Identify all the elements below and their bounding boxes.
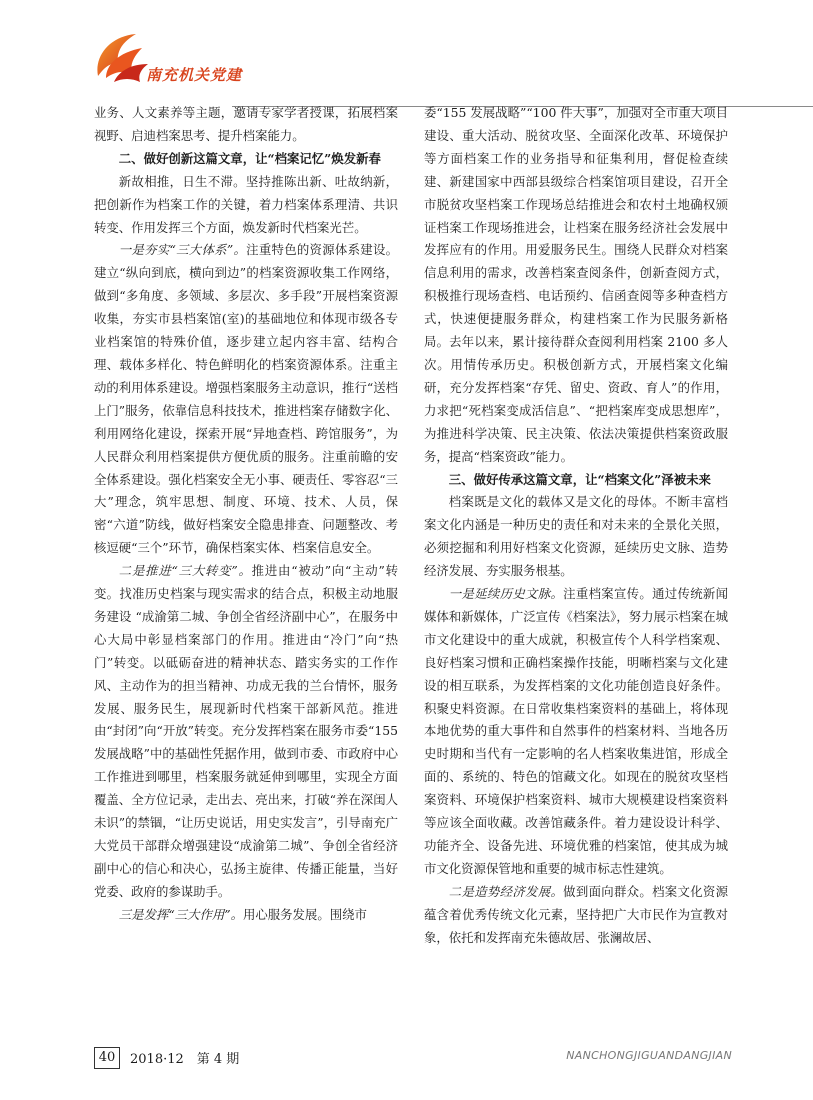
paragraph: 业务、人文素养等主题，邀请专家学者授课，拓展档案视野、启迪档案思考、提升档案能力。	[94, 105, 398, 143]
paragraph-body: 推进由“被动”向“主动”转变。找准历史档案与现实需求的结合点，积极主动地服务建设 “成渝第二城、争创全省经济副中心”，在服务中心大局中彰显档案部门的作用。推进由“冷门”向“热门”转变。以砥砺奋进的精神状态、踏实务实的工作作风、主动作为的担当精神、功成无我的兰台情怀，服务发展、服务民生，展现新时代档案干部新风范。推进由“封闭”向“开放”转变。充分发挥档案在服务市委“155 发展战略”中的基础性凭据作用，做到市委、市政府中心工作推进到哪里，档案服务就延伸到哪里，实现全方面覆盖、全方位记录，走出去、亮出来，打破“养在深闺人未识”的禁锢，“让历史说话，用史实发言”，引导南充广大党员干部群众增强建设“成渝第二城”、争创全省经济副中心的信心和决心，弘扬主旋律、传播正能量，当好党委、政府的参谋助手。	[94, 563, 398, 899]
issue-label: 2018·12 第 4 期	[130, 1052, 240, 1067]
magazine-pinyin: NANCHONGJIGUANDANGJIAN	[566, 1049, 732, 1062]
paragraph-lead: 一是夯实“三大体系”。	[118, 242, 247, 258]
paragraph: 委“155 发展战略”“100 件大事”，加强对全市重大项目建设、重大活动、脱贫攻坚、全面深化改革、环境保护等方面档案工作的业务指导和征集利用，督促检查续建、新建国家中西部县级综合档案馆项目建设，召开全市脱贫攻坚档案工作现场总结推进会和农村土地确权颁证档案工作现场推进会，让档案在服务经济社会发展中发挥应有的作用。用爱服务民生。围绕人民群众对档案信息利用的需求，改善档案查阅条件，创新查阅方式，积极推行现场查档、电话预约、信函查阅等多种查档方式，快速便捷服务群众，构建档案工作为民服务新格局。去年以来，累计接待群众查阅利用档案 2100 多人次。用情传承历史。积极创新方式，开展档案文化编研，充分发挥档案“存凭、留史、资政、育人”的作用，力求把“死档案变成活信息”、“把档案库变成思想库”，为推进科学决策、民主决策、依法决策提供档案资政服务，提高“档案资政”能力。	[424, 105, 728, 464]
paragraph	[94, 239, 398, 560]
paragraph-body: 注重档案宣传。通过传统新闻媒体和新媒体，广泛宣传《档案法》，努力展示档案在城市文化建设中的重大成就，积极宣传个人科学档案观、良好档案习惯和正确档案操作技能，明晰档案与文化建设的相互联系，为发挥档案的文化功能创造良好条件。积聚史料资源。在日常收集档案资料的基础上，将体现本地优势的重大事件和自然事件的档案材料、当地各历史时期和当代有一定影响的名人档案收集进馆，形成全面的、系统的、特色的馆藏文化。如现在的脱贫攻坚档案资料、环境保护档案资料、城市大规模建设档案资料等应该全面收藏。改善馆藏条件。着力建设设计科学、功能齐全、设备先进、环境优雅的档案馆，使其成为城市文化资源保管地和重要的城市标志性建筑。	[424, 586, 729, 876]
paragraph-lead: 一是延续历史文脉。	[448, 586, 564, 602]
right-column	[424, 102, 728, 950]
page-header	[92, 30, 792, 90]
paragraph	[94, 560, 398, 904]
orange-flame-logo-icon	[92, 30, 152, 88]
paragraph-lead: 二是造势经济发展。	[448, 883, 564, 899]
paragraph-body: 用心服务发展。围绕市	[242, 906, 367, 922]
section-heading: 二、做好创新这篇文章，让“档案记忆”焕发新春	[118, 150, 381, 166]
paragraph: 档案既是文化的载体又是文化的母体。不断丰富档案文化内涵是一种历史的责任和对未来的全景化关照，必须挖掘和利用好档案文化资源，延续历史文脉、造势经济发展、夯实服务根基。	[424, 494, 728, 579]
left-column	[94, 102, 398, 927]
paragraph: 新故相推，日生不滞。坚持推陈出新、吐故纳新，把创新作为档案工作的关键，着力档案体系理清、共识转变、作用发挥三个方面，焕发新时代档案光芒。	[94, 173, 398, 235]
paragraph-body: 注重特色的资源体系建设。建立“纵向到底，横向到边”的档案资源收集工作网络，做到“多角度、多领域、多层次、多手段”开展档案资源收集，夯实市县档案馆(室)的基础地位和体现市级各专业档案馆的特殊价值，逐步建立起内容丰富、结构合理、载体多样化、特色鲜明化的档案资源体系。注重主动的利用体系建设。增强档案服务主动意识，推行“送档上门”服务，依靠信息科技技术，推进档案存储数字化、利用网络化建设，探索开展“异地查档、跨馆服务”，为人民群众利用档案提供方便优质的服务。注重前瞻的安全体系建设。强化档案安全无小事、硬责任、零容忍“三大”理念，筑牢思想、制度、环境、技术、人员，保密“六道”防线，做好档案安全隐患排查、问题整改、考核逗硬“三个”环节，确保档案实体、档案信息安全。	[94, 242, 399, 556]
magazine-title: 南充机关党建	[146, 66, 243, 84]
paragraph-body: 做到面向群众。档案文化资源蕴含着优秀传统文化元素，坚持把广大市民作为宣教对象，依托和发挥南充朱德故居、张澜故居、	[424, 883, 729, 945]
page-footer	[94, 1047, 734, 1071]
paragraph	[424, 583, 728, 881]
paragraph	[94, 904, 398, 927]
paragraph-lead: 二是推进“三大转变”。	[118, 563, 252, 579]
paragraph-lead: 三是发挥“三大作用”。	[118, 906, 243, 922]
page-number: 40	[94, 1047, 120, 1069]
paragraph	[424, 881, 728, 950]
section-heading: 三、做好传承这篇文章，让“档案文化”泽被未来	[448, 471, 711, 487]
